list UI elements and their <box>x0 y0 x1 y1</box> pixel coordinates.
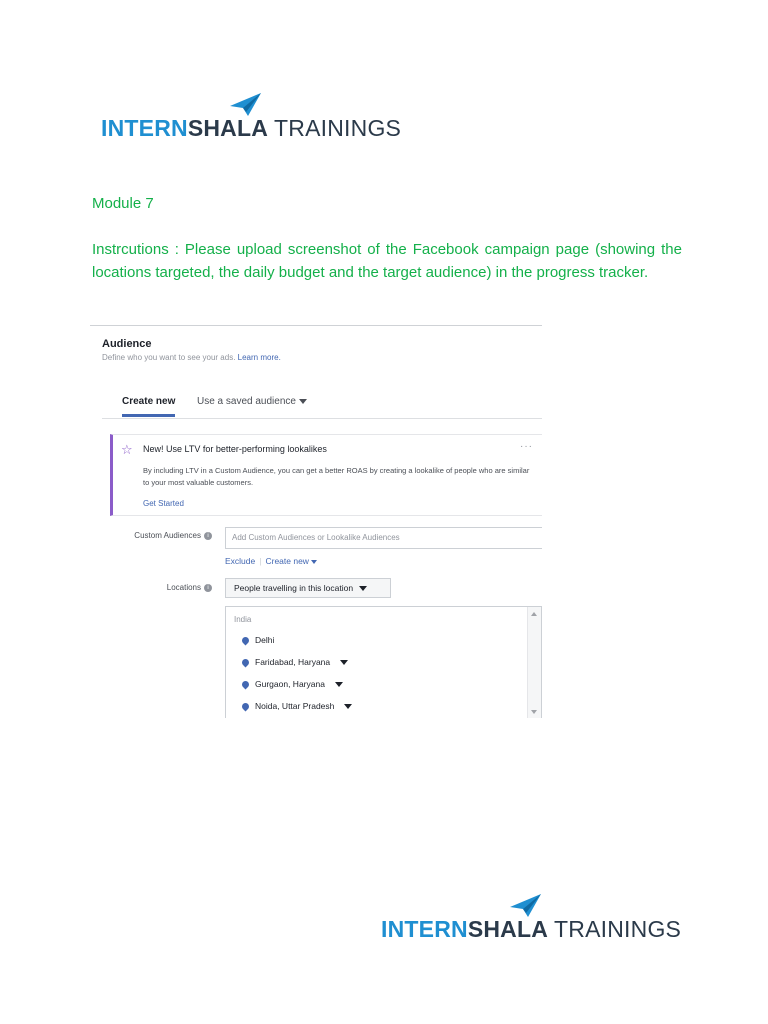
location-type-dropdown[interactable]: People travelling in this location <box>225 578 391 598</box>
location-item[interactable]: Faridabad, Haryana <box>242 657 348 667</box>
location-pin-icon <box>241 702 251 712</box>
location-pin-icon <box>241 636 251 646</box>
exclude-link[interactable]: Exclude <box>225 556 256 566</box>
chevron-down-icon <box>359 586 367 591</box>
chevron-down-icon[interactable] <box>344 704 352 709</box>
get-started-link[interactable]: Get Started <box>143 499 184 508</box>
location-item[interactable]: Noida, Uttar Pradesh <box>242 701 352 711</box>
locations-list <box>225 606 542 718</box>
instructions-text: Instrcutions : Please upload screenshot of the Facebook campaign page (showing the locations targeted, the daily budget and the target audience) in the progress tracker. <box>92 241 682 281</box>
chevron-down-icon <box>299 399 307 404</box>
star-icon: ☆ <box>121 442 133 457</box>
internshala-logo-bottom <box>381 893 681 943</box>
location-item[interactable]: Delhi <box>242 635 274 645</box>
tab-create-new[interactable]: Create new <box>122 396 175 417</box>
scroll-up-icon[interactable] <box>531 612 537 616</box>
promo-body: By including LTV in a Custom Audience, you can get a better ROAS by creating a lookalike of people who are similar to your most valuable customers. <box>143 466 530 487</box>
audience-title: Audience <box>102 338 152 350</box>
audience-tabs <box>102 388 542 419</box>
logo-wordmark: INTERNSHALA TRAININGS <box>381 916 682 942</box>
locations-label: Locations i <box>102 583 212 592</box>
location-item[interactable]: Gurgaon, Haryana <box>242 679 343 689</box>
module-heading: Module 7 <box>92 195 154 212</box>
create-new-link[interactable]: Create new <box>265 556 316 566</box>
custom-audiences-label: Custom Audiences i <box>102 531 212 540</box>
ltv-promo-card <box>110 434 542 516</box>
scrollbar[interactable] <box>527 607 541 718</box>
custom-audiences-input[interactable]: Add Custom Audiences or Lookalike Audiences <box>225 527 542 549</box>
location-pin-icon <box>241 658 251 668</box>
location-pin-icon <box>241 680 251 690</box>
chevron-down-icon[interactable] <box>335 682 343 687</box>
promo-title: New! Use LTV for better-performing lookalikes <box>143 444 327 454</box>
logo-wordmark: INTERNSHALA TRAININGS <box>101 115 402 141</box>
more-options-icon[interactable]: ··· <box>520 441 533 452</box>
audience-panel <box>90 325 542 718</box>
tab-saved-audience[interactable]: Use a saved audience <box>197 396 307 407</box>
chevron-down-icon[interactable] <box>340 660 348 665</box>
learn-more-link[interactable]: Learn more. <box>237 353 281 362</box>
info-icon[interactable]: i <box>204 532 212 540</box>
scroll-down-icon[interactable] <box>531 710 537 714</box>
exclude-create-row: Exclude | Create new <box>225 556 317 566</box>
info-icon[interactable]: i <box>204 584 212 592</box>
audience-subtitle: Define who you want to see your ads. Learn more. <box>102 353 281 362</box>
location-country: India <box>234 615 252 624</box>
chevron-down-icon <box>311 560 317 564</box>
internshala-logo-top <box>101 92 401 142</box>
